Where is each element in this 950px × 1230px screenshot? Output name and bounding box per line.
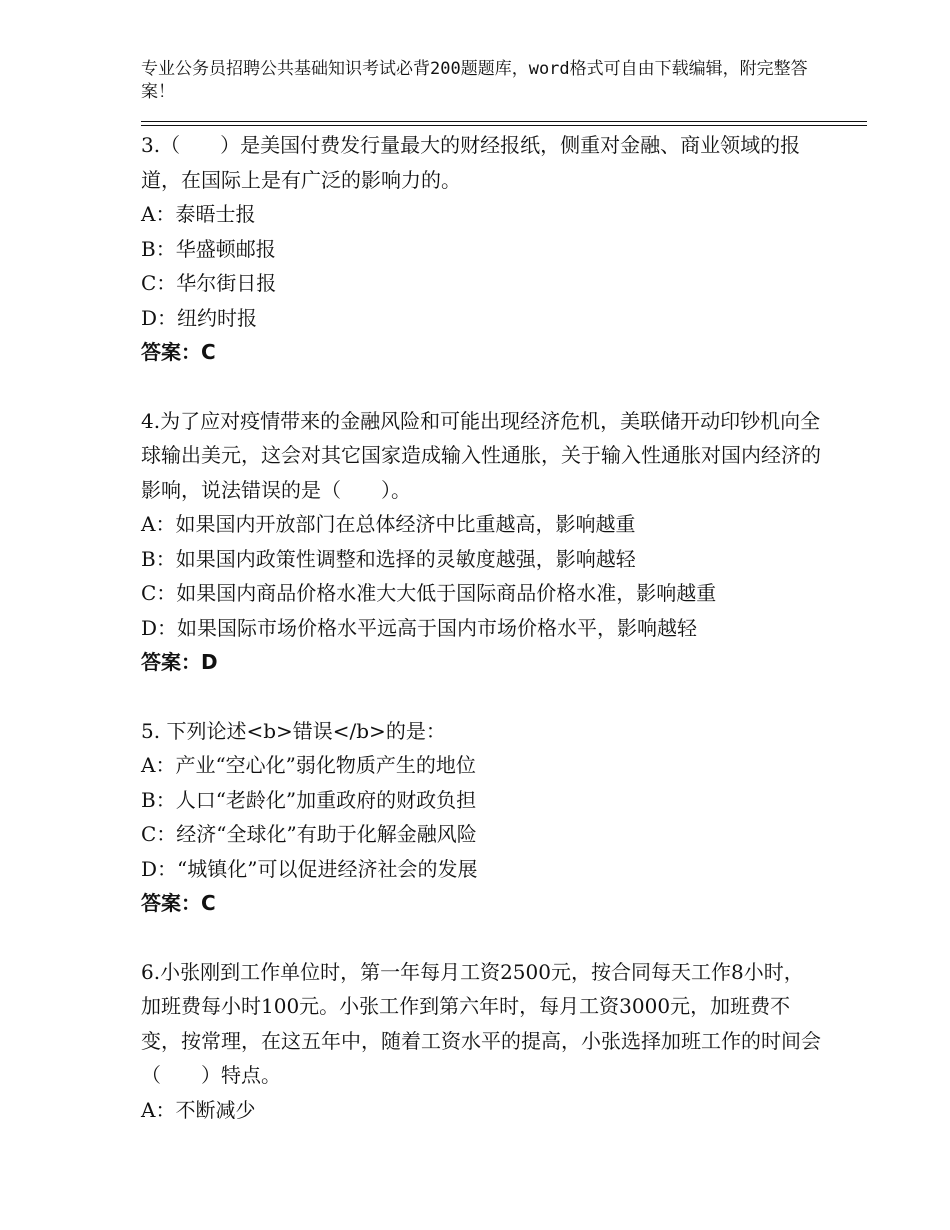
option-a: A：泰晤士报	[141, 202, 256, 226]
header-rule-thick	[141, 121, 867, 122]
option-d: D：如果国际市场价格水平远高于国内市场价格水平，影响越轻	[141, 615, 698, 640]
option-b: B：华盛顿邮报	[141, 236, 276, 261]
question-list	[141, 128, 821, 1161]
answer-line: 答案：C	[141, 340, 216, 364]
option-c: C：如果国内商品价格水准大大低于国际商品价格水准，影响越重	[141, 581, 717, 605]
question-6	[141, 955, 821, 1128]
answer-line: 答案：C	[141, 891, 216, 915]
question-stem: 6.小张刚到工作单位时，第一年每月工资2500元，按合同每天工作8小时，加班费每小时100元。小张工作到第六年时，每月工资3000元，加班费不变，按常理，在这五年中，随着工资水平的提高，小张选择加班工作的时间会（ ）特点。	[141, 959, 821, 1087]
option-c: C：华尔街日报	[141, 271, 277, 295]
option-c: C：经济“全球化”有助于化解金融风险	[141, 822, 477, 846]
option-b: B：如果国内政策性调整和选择的灵敏度越强，影响越轻	[141, 546, 636, 571]
document-header	[141, 58, 831, 104]
option-a: A：产业“空心化”弱化物质产生的地位	[141, 753, 476, 777]
header-text: 专业公务员招聘公共基础知识考试必背200题题库，word格式可自由下载编辑，附完整答案！	[141, 59, 808, 102]
question-stem: 4.为了应对疫情带来的金融风险和可能出现经济危机，美联储开动印钞机向全球输出美元，这会对其它国家造成输入性通胀，关于输入性通胀对国内经济的影响，说法错误的是（ ）。	[141, 408, 821, 502]
option-d: D：纽约时报	[141, 305, 258, 330]
header-rule-thin	[141, 125, 867, 126]
question-5	[141, 714, 821, 921]
option-d: D：“城镇化”可以促进经济社会的发展	[141, 856, 478, 881]
answer-line: 答案：D	[141, 650, 218, 674]
option-a: A：如果国内开放部门在总体经济中比重越高，影响越重	[141, 512, 636, 536]
question-stem: 3.（ ）是美国付费发行量最大的财经报纸，侧重对金融、商业领域的报道，在国际上是有广泛的影响力的。	[141, 133, 801, 192]
option-b: B：人口“老龄化”加重政府的财政负担	[141, 787, 477, 812]
option-a: A：不断减少	[141, 1097, 256, 1122]
question-3	[141, 128, 821, 370]
question-stem: 5. 下列论述<b>错误</b>的是：	[141, 718, 446, 743]
question-4	[141, 404, 821, 680]
